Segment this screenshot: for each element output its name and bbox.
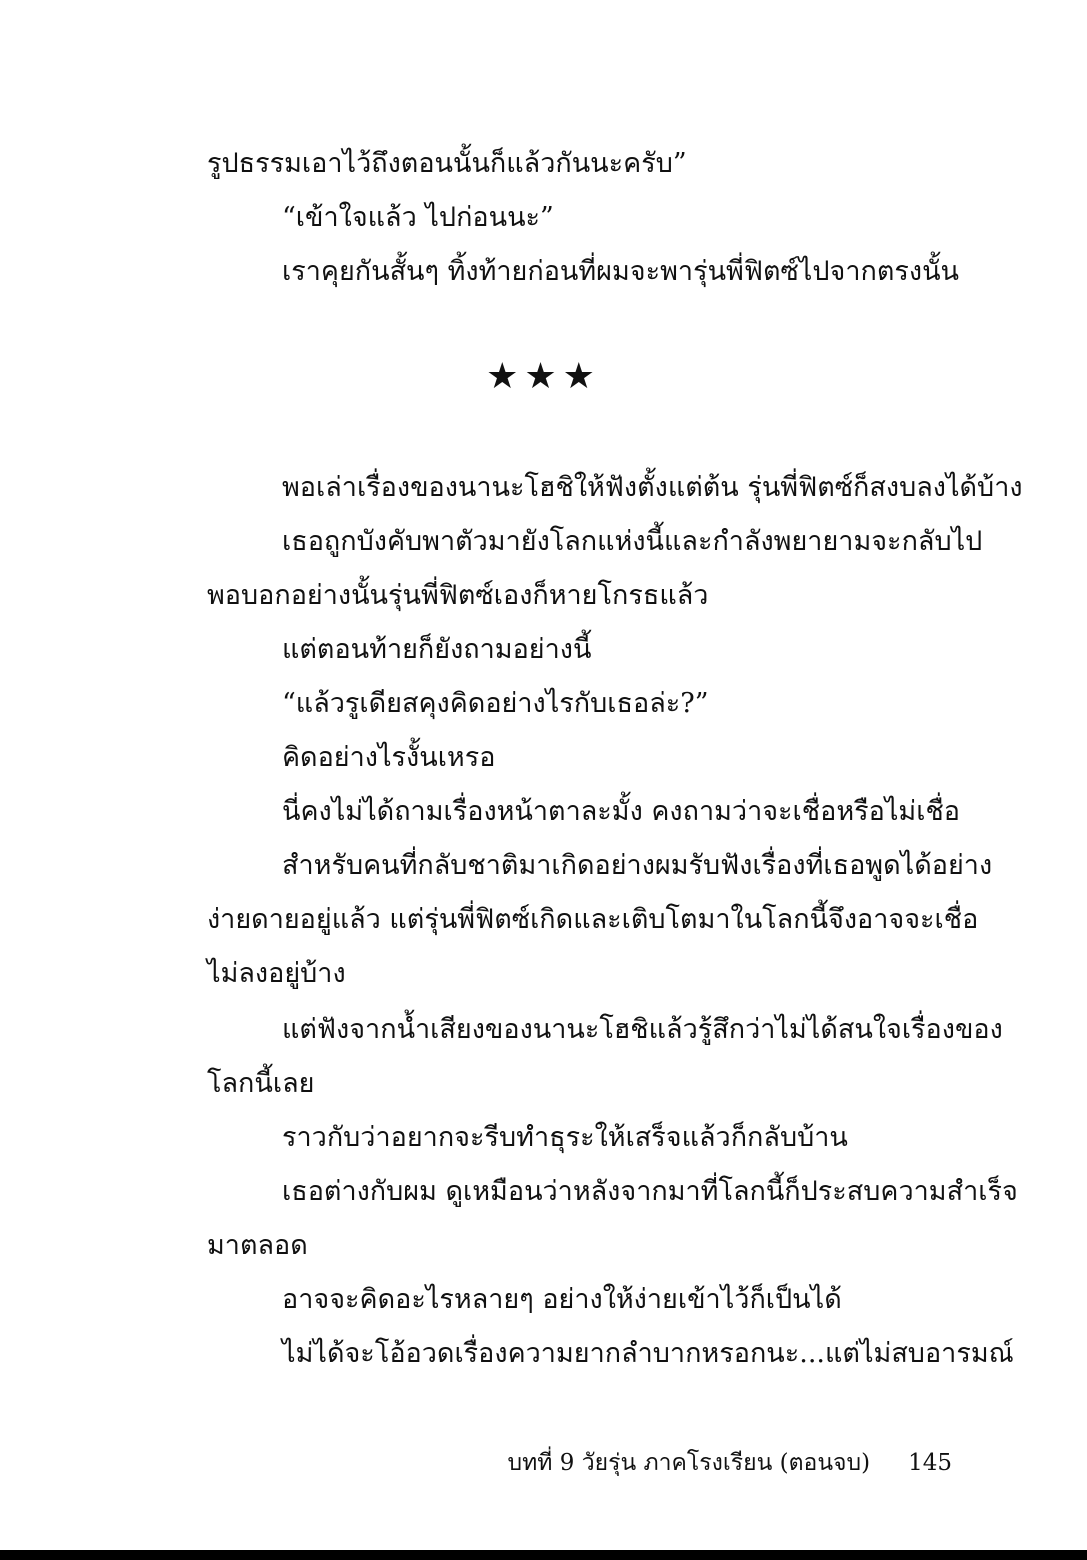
text-line: ง่ายดายอยู่แล้ว แต่รุ่นพี่ฟิตซ์เกิดและเติบโตมาในโลกนี้จึงอาจจะเชื่อ bbox=[207, 904, 979, 935]
text-line: เธอต่างกับผม ดูเหมือนว่าหลังจากมาที่โลกนี้ก็ประสบความสำเร็จ bbox=[282, 1176, 1018, 1207]
text-line: เธอถูกบังคับพาตัวมายังโลกแห่งนี้และกำลังพยายามจะกลับไป bbox=[282, 526, 983, 557]
text-line: มาตลอด bbox=[207, 1230, 308, 1261]
text-line: “แล้วรูเดียสคุงคิดอย่างไรกับเธอล่ะ?” bbox=[282, 688, 709, 719]
text-line: ไม่ลงอยู่บ้าง bbox=[207, 958, 346, 989]
text-line: โลกนี้เลย bbox=[207, 1068, 315, 1099]
text-line: พอบอกอย่างนั้นรุ่นพี่ฟิตซ์เองก็หายโกรธแล้ว bbox=[207, 580, 709, 611]
chapter-title: บทที่ 9 วัยรุ่น ภาคโรงเรียน (ตอนจบ) bbox=[507, 1450, 871, 1476]
text-line: สำหรับคนที่กลับชาติมาเกิดอย่างผมรับฟังเรื่องที่เธอพูดได้อย่าง bbox=[282, 850, 993, 881]
text-line: ไม่ได้จะโอ้อวดเรื่องความยากลำบากหรอกนะ...แต่ไม่สบอารมณ์ bbox=[282, 1338, 1014, 1369]
running-footer bbox=[508, 1446, 952, 1480]
text-line: อาจจะคิดอะไรหลายๆ อย่างให้ง่ายเข้าไว้ก็เป็นได้ bbox=[282, 1284, 842, 1315]
page-number: 145 bbox=[908, 1450, 952, 1476]
text-line: ราวกับว่าอยากจะรีบทำธุระให้เสร็จแล้วก็กลับบ้าน bbox=[282, 1122, 848, 1153]
text-line: “เข้าใจแล้ว ไปก่อนนะ” bbox=[282, 202, 554, 233]
text-line: คิดอย่างไรงั้นเหรอ bbox=[282, 742, 496, 773]
text-line: นี่คงไม่ได้ถามเรื่องหน้าตาละมั้ง คงถามว่าจะเชื่อหรือไม่เชื่อ bbox=[282, 796, 960, 827]
text-line: เราคุยกันสั้นๆ ทิ้งท้ายก่อนที่ผมจะพารุ่นพี่ฟิตซ์ไปจากตรงนั้น bbox=[282, 256, 959, 287]
text-line: แต่ฟังจากน้ำเสียงของนานะโฮชิแล้วรู้สึกว่าไม่ได้สนใจเรื่องของ bbox=[282, 1014, 1003, 1045]
text-line: รูปธรรมเอาไว้ถึงตอนนั้นก็แล้วกันนะครับ” bbox=[207, 148, 687, 179]
text-line: พอเล่าเรื่องของนานะโฮชิให้ฟังตั้งแต่ต้น รุ่นพี่ฟิตซ์ก็สงบลงได้บ้าง bbox=[282, 472, 1023, 503]
section-separator-stars: ★★★ bbox=[486, 356, 601, 397]
bottom-black-bar bbox=[0, 1550, 1087, 1560]
text-line: แต่ตอนท้ายก็ยังถามอย่างนี้ bbox=[282, 634, 592, 665]
